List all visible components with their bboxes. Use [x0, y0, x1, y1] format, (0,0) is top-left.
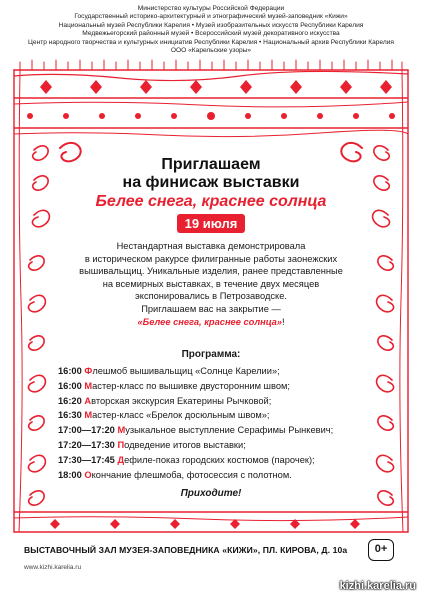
program-item	[58, 453, 378, 468]
description	[60, 240, 362, 328]
organizer-line: Медвежьегорский районный музей • Всероссийский музей декоративного искусства	[82, 30, 340, 38]
motif-row-top	[40, 80, 392, 94]
organizer-line: Министерство культуры Российской Федерации	[137, 5, 285, 12]
program-title: Программа:	[181, 349, 241, 360]
description-line: на всемирных выставках, в течение двух месяцев	[102, 278, 320, 289]
description-line: Приглашаем вас на закрытие —	[141, 303, 281, 314]
organizer-line: Национальный музей Республики Карелия • Музей изобразительных искусств Республики Карелия	[58, 21, 364, 29]
program-initial: М	[84, 380, 93, 391]
website-link[interactable]: www.kizhi.karelia.ru	[24, 564, 82, 571]
program-item	[58, 379, 378, 394]
organizer-line: Центр народного творчества и культурных инициатив Республики Карелия • Национальный архив Республики Карелия	[28, 38, 394, 46]
program-time: 16:00	[58, 366, 82, 376]
program-time: 16:30	[58, 410, 82, 421]
description-line: Нестандартная выставка демонстрировала	[116, 241, 306, 251]
watermark: kizhi.karelia.ru	[339, 580, 416, 592]
exhibition-quote: «Белее снега, краснее солнца»	[137, 316, 282, 327]
program-initial: М	[84, 410, 93, 421]
program-text: лешмоб вышивальщиц «Солнце Карелии»;	[92, 366, 280, 376]
quote-suffix: !	[281, 316, 285, 327]
age-rating-badge: 0+	[368, 539, 394, 561]
program-list	[58, 364, 378, 482]
date-badge: 19 июля	[177, 214, 246, 233]
program-time: 16:00	[58, 380, 82, 391]
program-initial: Ф	[84, 366, 93, 376]
program-text: вторская экскурсия Екатерины Рычковой;	[91, 395, 272, 406]
program-text: узыкальное выступление Серафимы Рынкевич;	[125, 425, 334, 436]
program-item	[58, 394, 378, 409]
program-text: ефиле-показ городских костюмов (парочек);	[124, 454, 315, 465]
program-item	[58, 423, 378, 438]
organizers-list	[0, 5, 422, 55]
closing-call: Приходите!	[180, 488, 242, 499]
program-item	[58, 364, 378, 379]
program-time: 16:20	[58, 395, 82, 406]
program-time: 17:30—17:45	[58, 454, 115, 465]
program-text: одведение итогов выставки;	[124, 439, 246, 450]
program-time: 18:00	[58, 469, 82, 480]
program-item	[58, 438, 378, 453]
headline-invite: Приглашаем	[161, 156, 261, 173]
description-line: экспонировались в Петрозаводске.	[135, 291, 287, 302]
headline-subtitle: на финисаж выставки	[122, 174, 300, 191]
organizer-line: Государственный историко-архитектурный и этнографический музей-заповедник «Кижи»	[74, 13, 348, 21]
description-quote-line	[60, 316, 362, 329]
program-initial: Д	[117, 454, 125, 465]
program-time: 17:00—17:20	[58, 425, 115, 436]
program-initial: М	[117, 425, 126, 436]
program-initial: П	[117, 439, 125, 450]
exhibition-title: Белее снега, краснее солнца	[95, 193, 327, 210]
program-item	[58, 468, 378, 483]
headline	[0, 156, 422, 233]
motif-row-mid	[27, 112, 395, 120]
organizer-line: ООО «Карельские узоры»	[170, 47, 252, 55]
venue-address: ВЫСТАВОЧНЫЙ ЗАЛ МУЗЕЯ-ЗАПОВЕДНИКА «КИЖИ», ПЛ. КИРОВА, Д. 10а	[24, 545, 348, 555]
program-time: 17:20—17:30	[58, 439, 115, 450]
program-initial: А	[84, 395, 92, 406]
program-item	[58, 408, 378, 423]
program-initial: О	[84, 469, 92, 480]
program-text: астер-класс по вышивке двусторонним швом;	[92, 380, 290, 391]
program-text: кончание флешмоба, фотосессия с полотном.	[91, 469, 292, 480]
description-line: вышивальщиц. Уникальные изделия, ранее представленные	[79, 266, 343, 277]
program-text: астер-класс «Брелок досюльным швом»;	[92, 410, 270, 421]
description-line: в историческом ракурсе филигранные работы заонежских	[84, 253, 338, 264]
